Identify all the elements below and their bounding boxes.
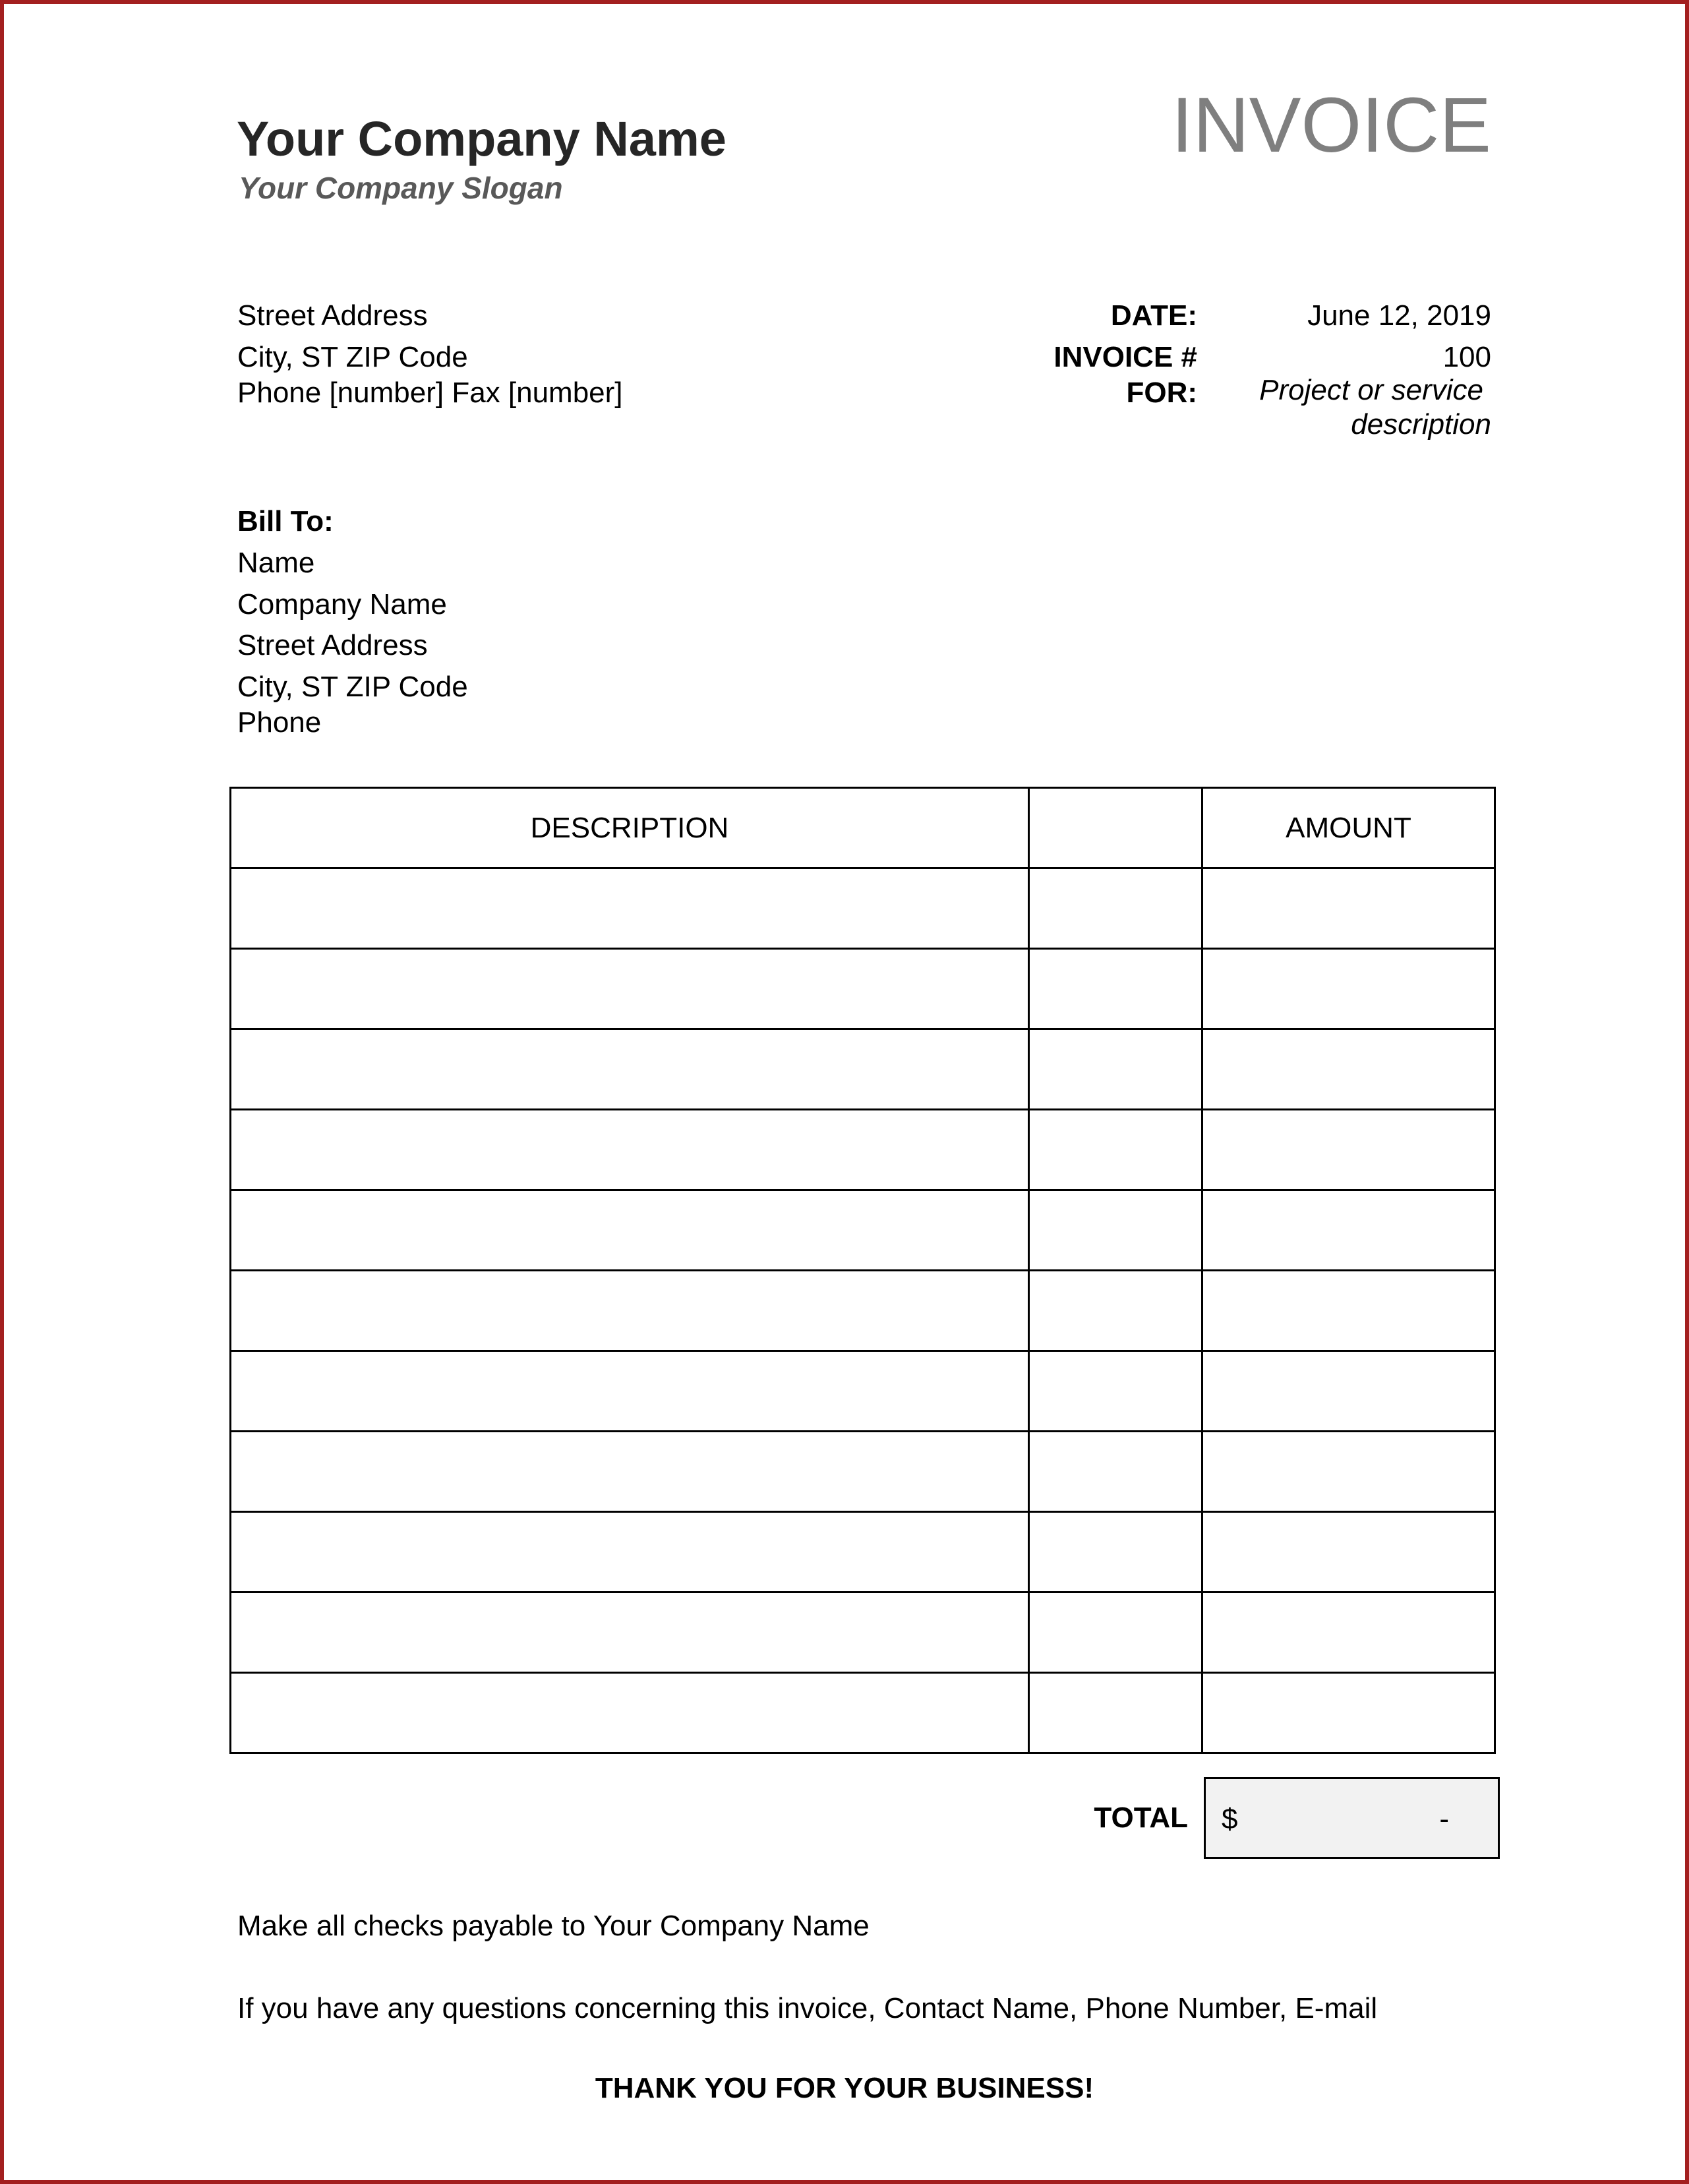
table-row (231, 1271, 1495, 1351)
date-value: June 12, 2019 (1307, 299, 1491, 332)
quantity-cell[interactable] (1029, 1351, 1202, 1432)
amount-cell[interactable] (1202, 949, 1495, 1029)
description-cell[interactable] (231, 1029, 1029, 1110)
description-cell[interactable] (231, 1432, 1029, 1512)
quantity-cell[interactable] (1029, 1432, 1202, 1512)
amount-cell[interactable] (1202, 1190, 1495, 1271)
amount-cell[interactable] (1202, 1110, 1495, 1190)
description-cell[interactable] (231, 1673, 1029, 1753)
amount-cell[interactable] (1202, 868, 1495, 949)
for-value (1259, 373, 1491, 442)
description-cell[interactable] (231, 868, 1029, 949)
description-header: DESCRIPTION (231, 788, 1029, 868)
table-row (231, 1512, 1495, 1592)
table-row (231, 1432, 1495, 1512)
quantity-cell[interactable] (1029, 1271, 1202, 1351)
description-cell[interactable] (231, 1592, 1029, 1673)
quantity-cell[interactable] (1029, 868, 1202, 949)
quantity-cell[interactable] (1029, 1592, 1202, 1673)
amount-cell[interactable] (1202, 1029, 1495, 1110)
quantity-cell[interactable] (1029, 1110, 1202, 1190)
table-row (231, 1110, 1495, 1190)
company-phone-fax: Phone [number] Fax [number] (237, 377, 623, 409)
questions-line: If you have any questions concerning this invoice, Contact Name, Phone Number, E-mail (237, 1992, 1378, 2024)
description-cell[interactable] (231, 1271, 1029, 1351)
table-row (231, 1029, 1495, 1110)
table-row (231, 868, 1495, 949)
total-value: - (1439, 1803, 1449, 1835)
description-cell[interactable] (231, 1512, 1029, 1592)
total-box (1204, 1777, 1500, 1859)
company-name: Your Company Name (237, 111, 726, 166)
invoice-number-label: INVOICE # (1053, 341, 1197, 373)
quantity-cell[interactable] (1029, 1029, 1202, 1110)
for-value-line2: description (1351, 408, 1491, 440)
company-city-line: City, ST ZIP Code (237, 341, 468, 373)
amount-cell[interactable] (1202, 1673, 1495, 1753)
bill-to-name: Name (237, 547, 315, 579)
invoice-number-value: 100 (1442, 341, 1491, 373)
company-street: Street Address (237, 299, 428, 332)
quantity-header (1029, 788, 1202, 868)
items-table (229, 787, 1496, 1754)
table-row (231, 1190, 1495, 1271)
total-currency: $ (1222, 1803, 1238, 1835)
thank-you-message: THANK YOU FOR YOUR BUSINESS! (595, 2072, 1094, 2104)
table-row (231, 949, 1495, 1029)
quantity-cell[interactable] (1029, 949, 1202, 1029)
table-header-row (231, 788, 1495, 868)
amount-cell[interactable] (1202, 1351, 1495, 1432)
table-row (231, 1592, 1495, 1673)
date-label: DATE: (1110, 299, 1197, 332)
description-cell[interactable] (231, 1110, 1029, 1190)
table-row (231, 1351, 1495, 1432)
amount-cell[interactable] (1202, 1512, 1495, 1592)
company-slogan: Your Company Slogan (239, 171, 563, 205)
quantity-cell[interactable] (1029, 1512, 1202, 1592)
table-row (231, 1673, 1495, 1753)
document-title: INVOICE (1171, 82, 1491, 169)
bill-to-city-line: City, ST ZIP Code (237, 671, 468, 703)
amount-cell[interactable] (1202, 1592, 1495, 1673)
bill-to-company: Company Name (237, 588, 447, 621)
description-cell[interactable] (231, 949, 1029, 1029)
total-label: TOTAL (1094, 1802, 1188, 1834)
quantity-cell[interactable] (1029, 1673, 1202, 1753)
bill-to-street: Street Address (237, 629, 428, 661)
bill-to-heading: Bill To: (237, 505, 334, 537)
description-cell[interactable] (231, 1190, 1029, 1271)
for-label: FOR: (1126, 377, 1197, 409)
description-cell[interactable] (231, 1351, 1029, 1432)
quantity-cell[interactable] (1029, 1190, 1202, 1271)
amount-cell[interactable] (1202, 1271, 1495, 1351)
bill-to-phone: Phone (237, 706, 322, 739)
amount-cell[interactable] (1202, 1432, 1495, 1512)
amount-header: AMOUNT (1202, 788, 1495, 868)
for-value-line1: Project or service (1259, 374, 1483, 406)
checks-payable-line: Make all checks payable to Your Company Name (237, 1910, 870, 1942)
